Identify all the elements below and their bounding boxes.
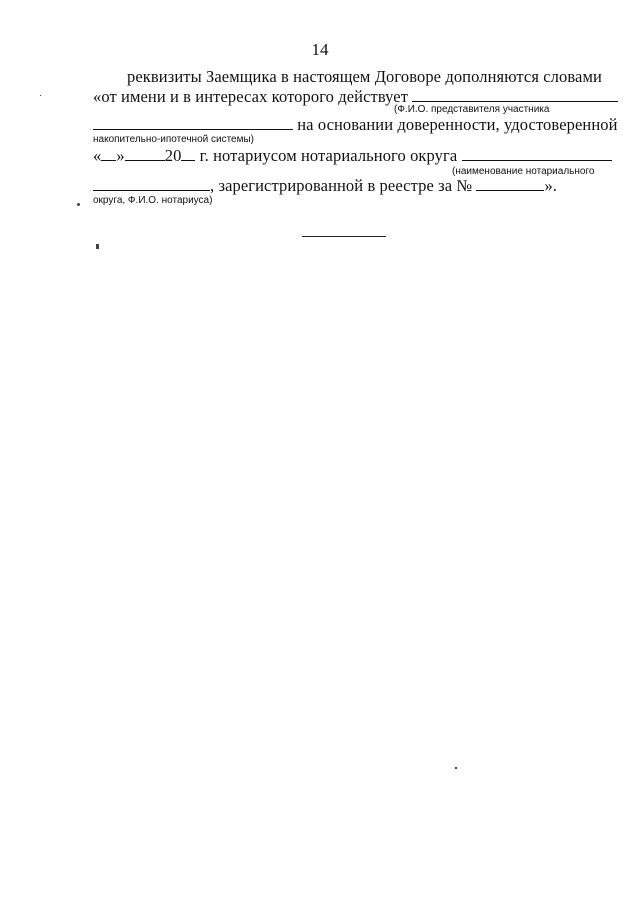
text-line-4 xyxy=(93,146,612,166)
month-blank xyxy=(125,146,165,161)
date-close-quote: » xyxy=(116,146,125,165)
scan-speck xyxy=(96,244,99,249)
text-line-5 xyxy=(93,176,557,196)
text-line-3 xyxy=(93,115,618,135)
note-notary-district: (наименование нотариального xyxy=(452,166,595,177)
page-number: 14 xyxy=(311,40,329,59)
day-blank xyxy=(101,146,116,161)
text-line-4-text: г. нотариусом нотариального округа xyxy=(199,146,458,165)
text-line-1-text: реквизиты Заемщика в настоящем Договоре дополняются словами xyxy=(127,67,602,86)
text-line-5-text: , зарегистрированной в реестре за № xyxy=(210,176,473,195)
text-line-3-text: на основании доверенности, удостоверенной xyxy=(297,115,618,134)
registry-number-blank xyxy=(476,176,544,191)
scan-speck xyxy=(455,767,457,769)
note-notary-name: округа, Ф.И.О. нотариуса) xyxy=(93,195,213,206)
date-open-quote: « xyxy=(93,146,102,165)
end-divider xyxy=(302,236,386,237)
notary-name-blank xyxy=(93,176,210,191)
notary-district-blank xyxy=(462,146,612,161)
text-line-1 xyxy=(127,67,602,87)
representative-name-blank-2 xyxy=(93,115,293,130)
text-line-2-text: «от имени и в интересах которого действует xyxy=(93,87,409,106)
registry-close: ». xyxy=(544,176,558,195)
representative-name-blank xyxy=(412,87,618,102)
year-blank xyxy=(181,146,195,161)
scan-speck xyxy=(40,95,41,96)
note-representative: (Ф.И.О. представителя участника xyxy=(394,104,550,115)
year-prefix: 20 xyxy=(164,146,182,165)
scan-speck xyxy=(77,203,80,206)
note-savings-system: накопительно-ипотечной системы) xyxy=(93,134,254,145)
